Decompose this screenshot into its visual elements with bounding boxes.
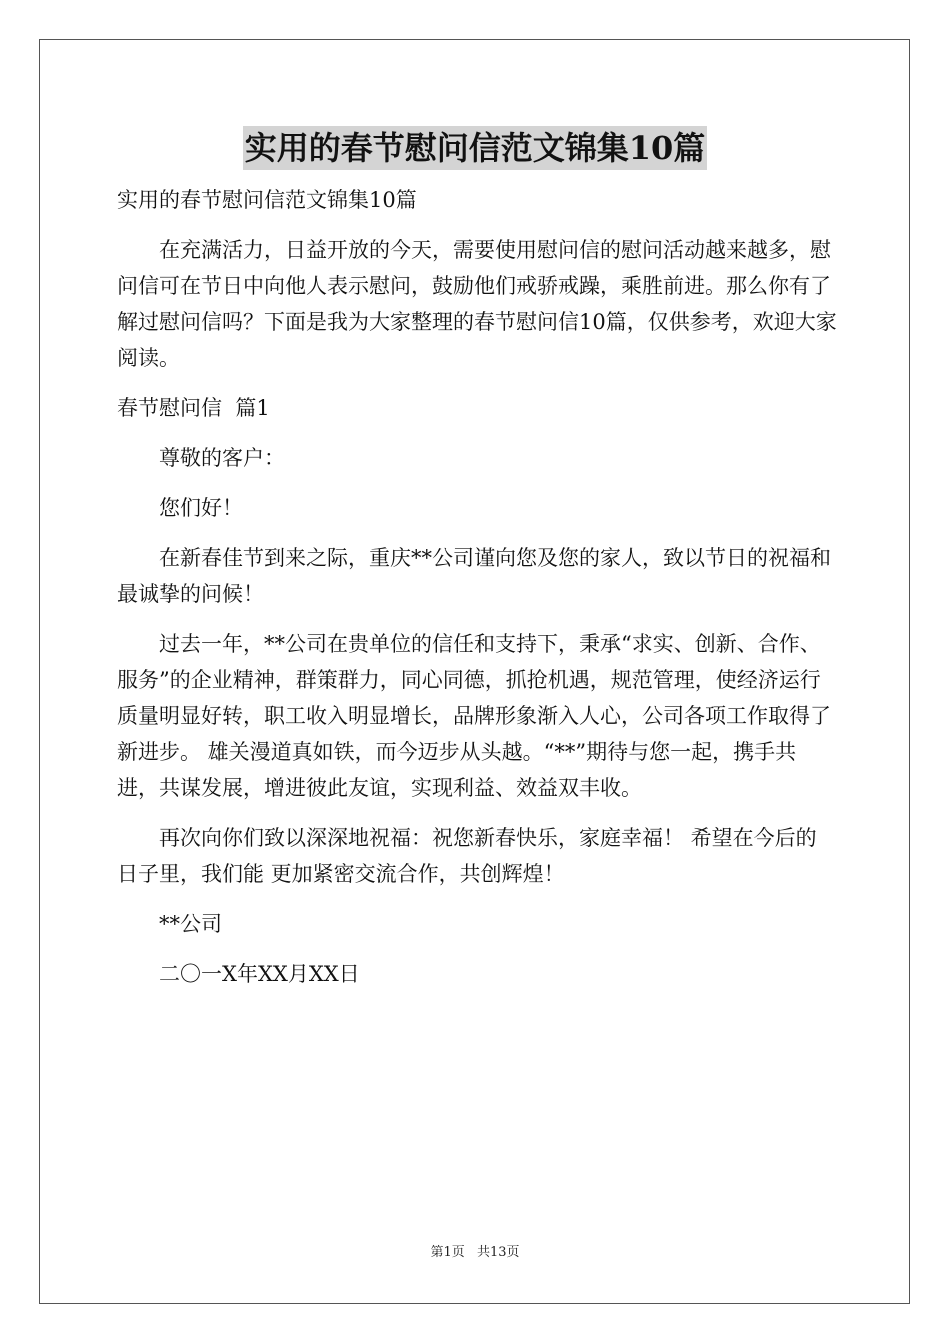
page-footer (0, 1244, 950, 1262)
section-heading: 春节慰问信 篇1 (117, 396, 270, 420)
letter-date: 二〇一X年XX月XX日 (159, 962, 360, 986)
intro-paragraph: 在充满活力，日益开放的今天，需要使用慰问信的慰问活动越来越多，慰问信可在节日中向他人表示慰问，鼓励他们戒骄戒躁，乘胜前进。那么你有了解过慰问信吗？下面是我为大家整理的春节慰问信10篇，仅供参考，欢迎大家阅读。 (117, 238, 837, 370)
letter-signature: **公司 (159, 912, 222, 936)
letter-paragraph: 在新春佳节到来之际，重庆**公司谨向您及您的家人，致以节日的祝福和最诚挚的问候！ (117, 546, 831, 606)
letter-paragraph: 过去一年，**公司在贵单位的信任和支持下，秉承“求实、创新、合作、服务”的企业精神，群策群力，同心同德，抓抢机遇，规范管理，使经济运行质量明显好转，职工收入明显增长，品牌形象渐入人心，公司各项工作取得了新进步。 雄关漫道真如铁，而今迈步从头越。“**”期待与您一起，携手共进，共谋发展，增进彼此友谊，实现利益、效益双丰收。 (117, 632, 831, 800)
document-subtitle: 实用的春节慰问信范文锦集10篇 (117, 188, 417, 212)
page-total: 共13页 (476, 1245, 520, 1260)
letter-salutation: 尊敬的客户： (159, 446, 285, 470)
page-number: 第1页 (430, 1245, 465, 1260)
letter-paragraph: 再次向你们致以深深地祝福：祝您新春快乐，家庭幸福！ 希望在今后的日子里，我们能 更加紧密交流合作，共创辉煌！ (117, 826, 817, 886)
document-title: 实用的春节慰问信范文锦集10篇 (243, 126, 708, 170)
title-container (0, 126, 950, 170)
document-body (117, 182, 837, 1006)
letter-greeting: 您们好！ (159, 496, 243, 520)
